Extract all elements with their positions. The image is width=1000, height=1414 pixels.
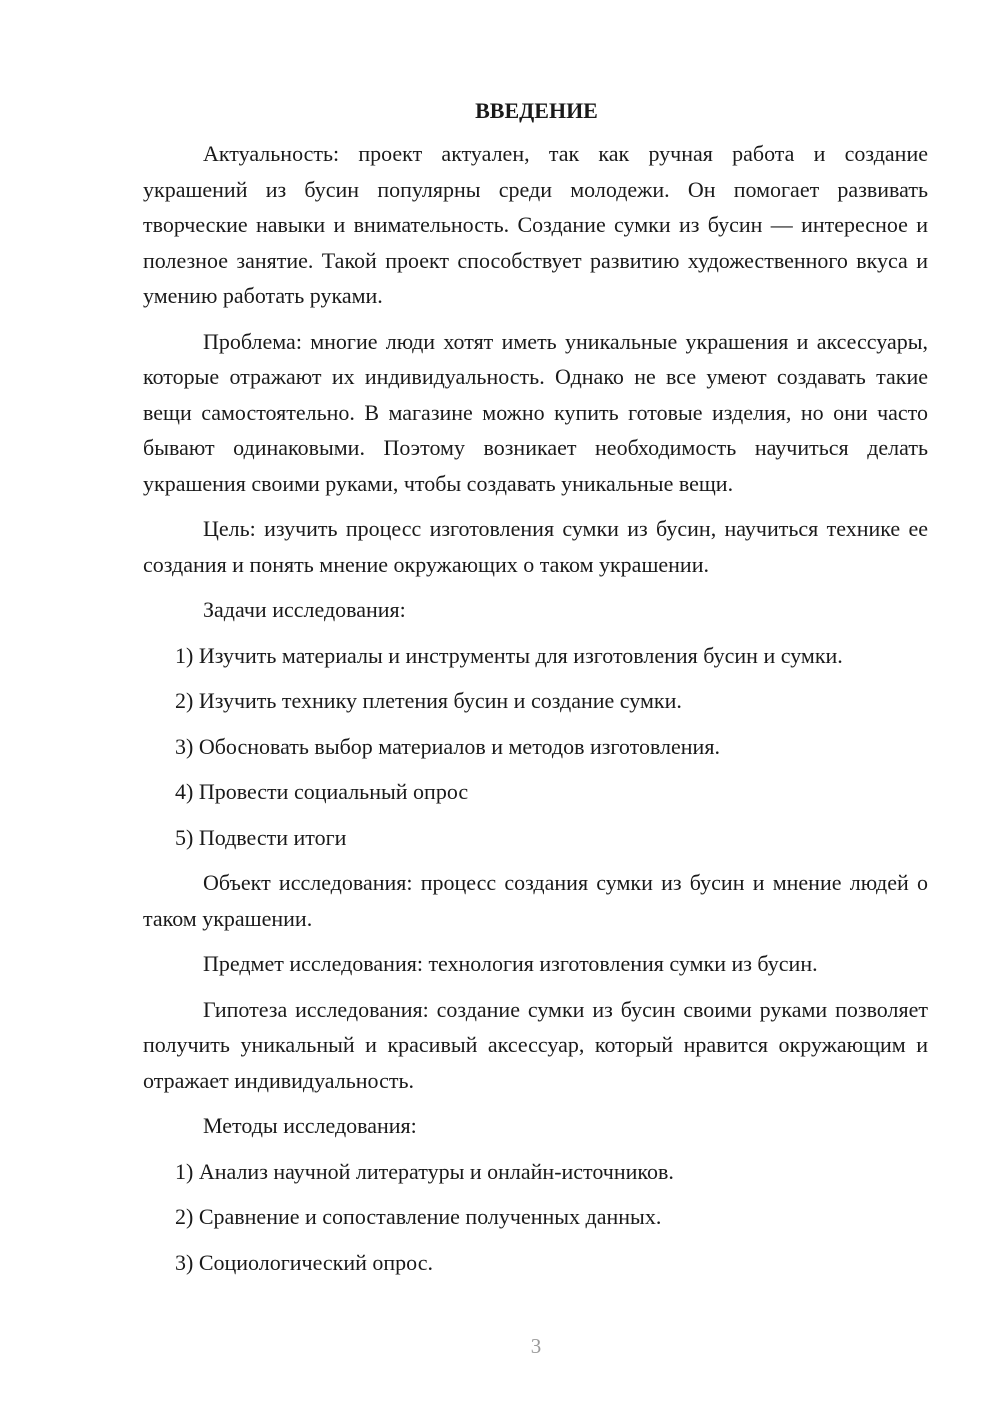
tasks-heading: Задачи исследования: [203, 597, 406, 622]
task-item: 2) Изучить технику плетения бусин и создание сумки. [175, 688, 682, 713]
subject-paragraph: Предмет исследования: технология изготовления сумки из бусин. [203, 951, 818, 976]
page-content [143, 96, 928, 1290]
method-item: 3) Социологический опрос. [175, 1249, 433, 1275]
page-title: ВВЕДЕНИЕ [475, 98, 598, 123]
task-item: 3) Обосновать выбор материалов и методов изготовления. [175, 733, 720, 759]
tasks-list [143, 638, 928, 856]
method-item: 2) Сравнение и сопоставление полученных данных. [175, 1204, 662, 1229]
page-number: 3 [530, 1334, 542, 1358]
object-paragraph: Объект исследования: процесс создания сумки из бусин и мнение людей о таком украшении. [143, 870, 928, 931]
method-item: 1) Анализ научной литературы и онлайн-источников. [175, 1158, 674, 1184]
problem-paragraph: Проблема: многие люди хотят иметь уникальные украшения и аксессуары, которые отражают их индивидуальность. Однако не все умеют создавать такие вещи самостоятельно. В магазине можно купить готовые изделия, но они часто бывают одинаковыми. Поэтому возникает необходимость научиться делать украшения своими руками, чтобы создавать уникальные вещи. [143, 328, 928, 496]
methods-list [143, 1154, 928, 1281]
task-item: 1) Изучить материалы и инструменты для изготовления бусин и сумки. [175, 642, 843, 668]
relevance-paragraph: Актуальность: проект актуален, так как ручная работа и создание украшений из бусин популярны среди молодежи. Он помогает развивать творческие навыки и внимательность. Создание сумки из бусин — интересное и полезное занятие. Такой проект способствует развитию художественного вкуса и умению работать руками. [143, 141, 928, 308]
goal-paragraph: Цель: изучить процесс изготовления сумки из бусин, научиться технике ее создания и понять мнение окружающих о таком украшении. [143, 516, 928, 577]
task-item: 4) Провести социальный опрос [175, 779, 469, 804]
methods-heading: Методы исследования: [203, 1113, 417, 1138]
task-item: 5) Подвести итоги [175, 824, 347, 850]
hypothesis-paragraph: Гипотеза исследования: создание сумки из бусин своими руками позволяет получить уникальный и красивый аксессуар, который нравится окружающим и отражает индивидуальность. [143, 996, 928, 1093]
